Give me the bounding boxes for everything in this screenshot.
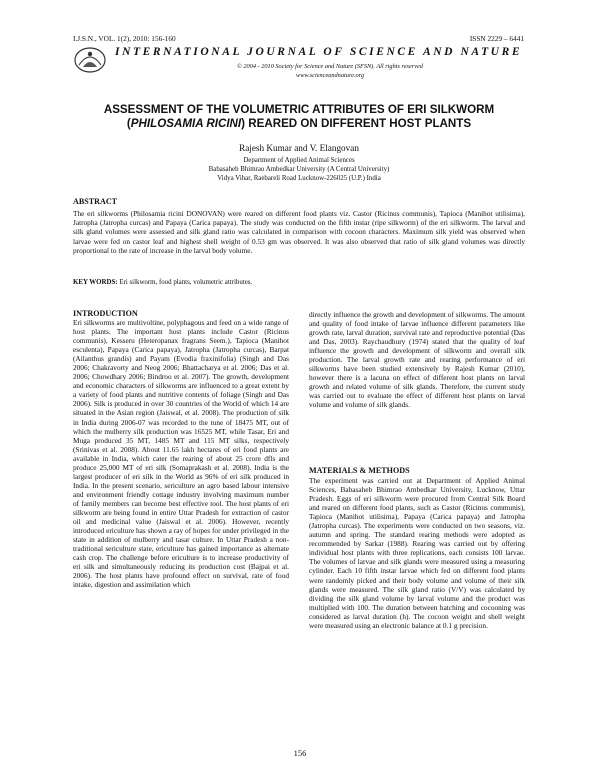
issn-number: ISSN 2229 – 6441: [469, 34, 524, 43]
introduction-continuation: directly influence the growth and development of silkworms. The amount and quality of food intake of larvae influence different parameters like growth rate, larval duration, survival rate and reproductive potential (Das and Das, 2003). Raychaudhury (1974) stated that the quality of leaf influence the growth and development of silkworm and overall silk production. The larval growth rate and rearing performance of eri silkworms have been studied extensively by Rajesh Kumar (2010), however there is a lacuna on effect of different host plants on larval growth and related volume of silk glands. Therefore, the current study was carried out to evaluate the effect of different host plants on larval volume and volume of silk glands.: [309, 310, 525, 410]
affiliation-line-2: Babasaheb Bhimrao Ambedkar University (A Central University): [208, 166, 390, 173]
journal-website: www.scienceandnature.org: [296, 72, 364, 79]
article-title: [73, 103, 525, 131]
abstract-text: The eri silkworms (Philosamia ricini DONOVAN) were reared on different food plants viz. Castor (Ricinus communis), Tapioca (Manihot utilisima), Jatropha (Jatropha curcas) and Papaya (Carica papaya). The study was conducted on the fifth instar (ripe silkworm) of the eri silkworm. The larval and silk gland volumes were assessed and silk gland ratio was calculated in comparison with cocoon characters. Maximum silk yield was observed when larvae were fed on castor leaf and highest shell weight of 0.53 gm was observed. It was also observed that ratio of silk gland volumes was directly proportional to the rate of increase in the larval body volume.: [73, 209, 525, 255]
copyright-line: © 2004 - 2010 Society for Science and Nature (SFSN). All rights reserved: [237, 63, 423, 70]
journal-name: INTERNATIONAL JOURNAL OF SCIENCE AND NATURE: [115, 46, 523, 58]
affiliation-line-3: Vidya Vihar, Raebareli Road Lucknow-226025 (U.P.) India: [217, 175, 381, 182]
title-species: PHILOSAMIA RICINI: [130, 117, 242, 130]
page-number: 156: [293, 748, 307, 758]
methods-heading: MATERIALS & METHODS: [309, 466, 410, 475]
journal-logo-icon: [73, 45, 107, 75]
keywords-label: KEY WORDS:: [73, 279, 118, 286]
article-authors: Rajesh Kumar and V. Elangovan: [239, 143, 359, 153]
title-open-paren: (: [126, 117, 131, 130]
affiliation-line-1: Department of Applied Animal Sciences: [243, 157, 355, 164]
journal-reference: I.J.S.N., VOL. 1(2), 2010: 156-160: [73, 34, 176, 43]
introduction-heading: INTRODUCTION: [73, 309, 138, 318]
keywords-text: Eri silkworm, food plants, volumetric attributes.: [119, 279, 253, 286]
abstract-heading: ABSTRACT: [73, 197, 118, 206]
keywords-line: [73, 279, 525, 286]
methods-text: The experiment was carried out at Department of Applied Animal Sciences, Babasaheb Bhimrao Ambedkar University, Lucknow, Uttar Pradesh. Eggs of eri silkworm were procured from Central Silk Board and reared on different food plants, such as Castor (Ricinus communis), Tapioca (Manihot utilisima), Papaya (Carica papaya) and Jatropha (Jatropha curcas). The experiments were conducted on two seasons, viz. autumn and spring. The standard rearing methods were adopted as recommended by Sarkar (1988). Rearing was carried out by offering individual host plants with three replications, each consists 100 larvae. The volumes of larvae and silk glands were measured using a measuring cylinder. Each 10 fifth instar larvae which fed on different food plants were randomly picked and their body volume and volume of their silk glands were measured. The silk gland ratio (V/V) was calculated by dividing the silk gland volume by larval volume and the product was multiplied with 100. The duration between hatching and cocooning was considered as larval duration (h). The cocoon weight and shell weight were measured using an electronic balance at 0.1 g precision.: [309, 476, 525, 630]
title-part-2: ) REARED ON DIFFERENT HOST PLANTS: [241, 117, 472, 130]
introduction-text: Eri silkworms are multivoltine, polyphagous and feed on a wide range of host plants. The important host plants include Castor (Ricinus communis), Kesseru (Heteropanax fragrans Seem.), Tapioca (Manihot esculenta), Papaya (Carica papaya), Jatropha (Jatropha curcas), Barpat (Ailanthus grandis) and Payam (Evodia fraxinifolia) (Singh and Das 2006; Chakravorty and Neog 2006; Bhattacharya et al. 2006; Das et al. 2006; Chowdhary 2006; Bindroo et al. 2007). The growth, development and economic characters of silkworms are influenced to a great extent by a variety of food plants and nutritive contents of foliage (Singh and Das 2006). Silk is produced in over 30 countries of the World of which 14 are situated in the Asian region (Jaiswal, et al. 2008). The production of silk in India during 2006-07 was recorded to the tune of 18475 MT, out of which the mulberry silk production was 16525 MT, while Tasar, Eri and Muga produced 35 MT, 1485 MT and 115 MT silks, respectively (Srinivas et al. 2008). About 11.65 lakh hectares of eri food plants are available in India, which cater the rearing of about 25 crore dfls and produce 25,000 MT of eri silk (Somaprakash et al. 2008). India is the largest producer of eri silk in the World as 96% of eri silk produced in India. In the present scenario, sericulture an agro based labour intensive and environment friendly cottage industry involving maximum number of family members can become best effective tool. The host plants of eri silkworm are being found in entire Uttar Pradesh for extraction of castor oil and medicinal value (Jaiswal et al. 2006). However, recently introduced ericulture has shown a ray of hopes for under privileged in the state in addition of mulberry and tasar culture. In Uttar Pradesh a non-traditional sericulture state, ericulture has gained importance as alternate cash crop. The challenge before ericulture is to increase productivity of eri silk and simultaneously reducing its production cost (Bajpai et al. 2006). The host plants have profound effect on survival, rate of food intake, digestion and assimilation which: [73, 318, 289, 590]
title-part-1: ASSESSMENT OF THE VOLUMETRIC ATTRIBUTES OF ERI SILKWORM: [103, 103, 495, 116]
